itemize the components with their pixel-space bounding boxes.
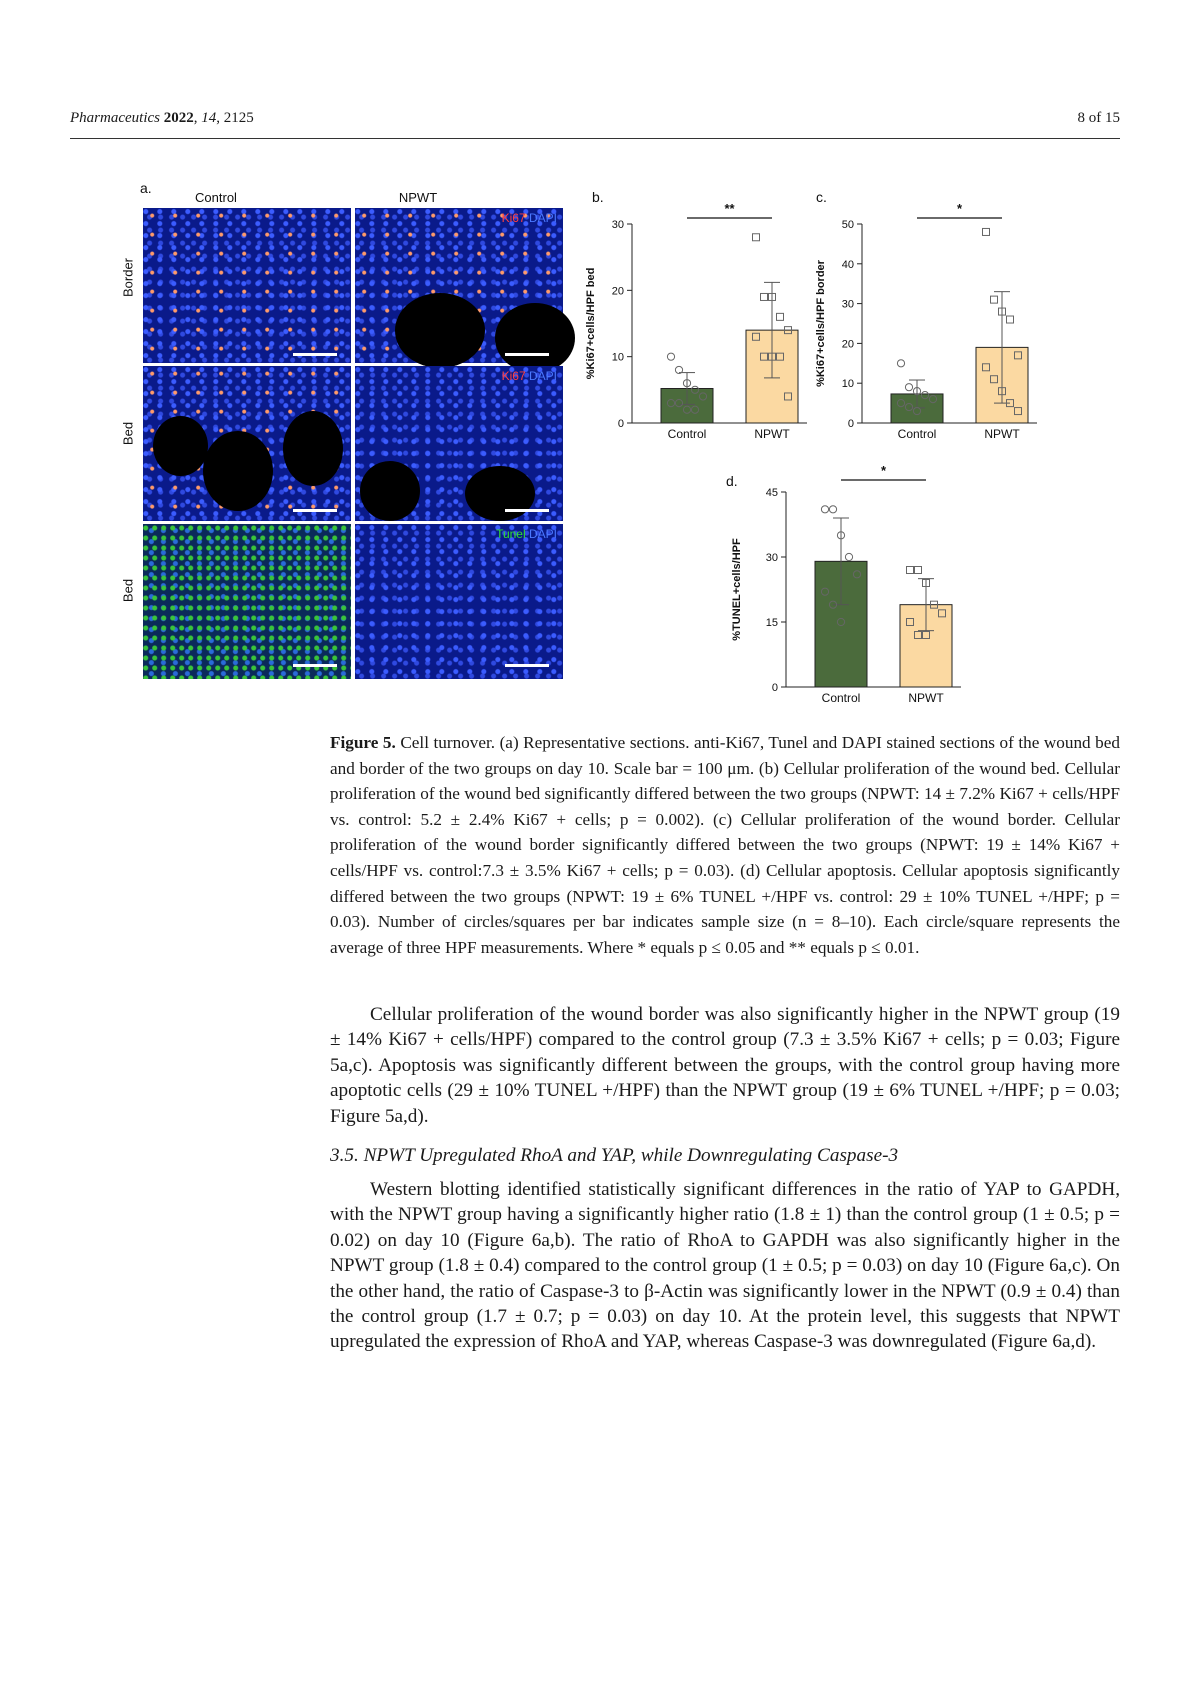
data-point-square bbox=[777, 313, 784, 320]
y-tick-label: 30 bbox=[611, 219, 624, 231]
paragraph-2 bbox=[330, 1177, 1120, 1355]
significance-marker: * bbox=[956, 201, 963, 216]
x-tick-label: Control bbox=[897, 427, 937, 441]
chart-d bbox=[726, 463, 976, 717]
micrograph-npwt-tunel bbox=[355, 524, 563, 679]
row-label-bed: Bed bbox=[120, 421, 136, 446]
scale-bar bbox=[293, 664, 337, 667]
chart-c-svg bbox=[812, 188, 1052, 448]
significance-marker: ** bbox=[724, 201, 735, 216]
micrograph-npwt-border bbox=[355, 208, 563, 363]
data-point-square bbox=[991, 296, 998, 303]
data-point-circle bbox=[821, 506, 828, 513]
data-point-circle bbox=[667, 353, 674, 360]
stain-label-ki67-dapi: Ki67 DAPI bbox=[501, 369, 557, 383]
scale-bar bbox=[293, 509, 337, 512]
micrograph-control-border bbox=[143, 208, 351, 363]
y-tick-label: 30 bbox=[841, 298, 854, 311]
y-tick-label: 50 bbox=[841, 219, 854, 231]
y-tick-label: 10 bbox=[611, 351, 624, 364]
y-tick-label: 0 bbox=[847, 418, 854, 430]
data-point-square bbox=[915, 567, 922, 574]
chart-d-svg bbox=[726, 463, 976, 712]
scale-bar bbox=[505, 509, 549, 512]
y-tick-label: 20 bbox=[611, 285, 624, 298]
data-point-circle bbox=[905, 384, 912, 391]
paragraph-1-text: Cellular proliferation of the wound border was also significantly higher in the NPWT group (19 ± 14% Ki67 + cells/HPF) compared to the control group (7.3 ± 3.5% Ki67 + cells; p = 0.03; Figure 5a,c). Apoptosis was significantly different between the groups, with the control group having more apoptotic cells (29 ± 10% TUNEL +/HPF) than the NPWT group (19 ± 6% TUNEL +/HPF; p = 0.03; Figure 5a,d). bbox=[330, 1004, 1120, 1127]
journal-citation: Pharmaceutics 2022, 14, 2125 bbox=[70, 110, 254, 126]
y-tick-label: 20 bbox=[841, 338, 854, 351]
y-tick-label: 30 bbox=[765, 552, 778, 564]
micrograph-control-bed bbox=[143, 366, 351, 521]
y-axis-label: %Ki67+cells/HPF border bbox=[815, 260, 827, 387]
y-tick-label: 15 bbox=[765, 617, 778, 629]
y-axis-label: %TUNEL+cells/HPF bbox=[731, 538, 743, 641]
stain-label-tunel-dapi: Tunel DAPI bbox=[496, 527, 557, 541]
x-tick-label: NPWT bbox=[754, 427, 790, 441]
y-axis-label: %Ki67+cells/HPF bed bbox=[585, 267, 597, 380]
stain-label-ki67-dapi: Ki67 DAPI bbox=[501, 211, 557, 225]
panel-label: b. bbox=[592, 189, 604, 205]
x-tick-label: Control bbox=[821, 691, 861, 705]
row-label-border: Border bbox=[120, 257, 136, 298]
micrograph-control-tunel bbox=[143, 524, 351, 679]
column-label-npwt: NPWT bbox=[398, 190, 438, 205]
caption-label: Figure 5. bbox=[330, 733, 396, 752]
data-point-square bbox=[753, 234, 760, 241]
chart-b-svg bbox=[582, 188, 822, 448]
figure-caption bbox=[330, 730, 1120, 960]
data-point-square bbox=[1007, 316, 1014, 323]
x-tick-label: NPWT bbox=[908, 691, 944, 705]
panel-label: d. bbox=[726, 473, 738, 489]
section-heading: 3.5. NPWT Upregulated RhoA and YAP, while Downregulating Caspase-3 bbox=[330, 1145, 899, 1166]
panel-label: c. bbox=[816, 189, 827, 205]
chart-c bbox=[812, 188, 1052, 453]
data-point-square bbox=[761, 293, 768, 300]
paragraph-1 bbox=[330, 1002, 1120, 1129]
data-point-square bbox=[907, 567, 914, 574]
paragraph-2-text: Western blotting identified statistically significant differences in the ratio of YAP to GAPDH, with the NPWT group having a significantly higher ratio (1.8 ± 1) than the control group (1 ± 0.5; p = 0.02) on day 10 (Figure 6a,b). The ratio of RhoA to GAPDH was also significantly higher in the NPWT group (1.8 ± 0.4) compared to the control group (1 ± 0.5; p = 0.03) on day 10 (Figure 6a,c). On the other hand, the ratio of Caspase-3 to β-Actin was significantly lower in the NPWT (0.9 ± 0.4) than the control group (1.7 ± 0.7; p = 0.03) on day 10. At the protein level, this suggests that NPWT upregulated the expression of RhoA and YAP, whereas Caspase-3 was downregulated (Figure 6a,d). bbox=[330, 1179, 1120, 1353]
y-tick-label: 0 bbox=[771, 682, 778, 694]
data-point-circle bbox=[829, 506, 836, 513]
x-tick-label: NPWT bbox=[984, 427, 1020, 441]
data-point-square bbox=[983, 228, 990, 235]
header-rule bbox=[70, 138, 1120, 139]
significance-marker: * bbox=[880, 463, 887, 478]
column-label-control: Control bbox=[195, 190, 237, 205]
row-label-bed-tunel: Bed bbox=[120, 578, 136, 603]
y-tick-label: 0 bbox=[617, 418, 624, 430]
scale-bar bbox=[505, 664, 549, 667]
scale-bar bbox=[505, 353, 549, 356]
page-header bbox=[70, 110, 1120, 132]
caption-text: Cell turnover. (a) Representative sections. anti-Ki67, Tunel and DAPI stained sections of the wound bed and border of the two groups on day 10. Scale bar = 100 μm. (b) Cellular proliferation of the wound bed. Cellular proliferation of the wound bed significantly differed between the two groups (NPWT: 14 ± 7.2% Ki67 + cells/HPF vs. control: 5.2 ± 2.4% Ki67 + cells; p = 0.002). (c) Cellular proliferation of the wound border. Cellular proliferation of the wound border significantly differed between the two groups (NPWT: 19 ± 14% Ki67 + cells/HPF vs. control:7.3 ± 3.5% Ki67 + cells; p = 0.03). (d) Cellular apoptosis. Cellular apoptosis significantly differed between the two groups (NPWT: 19 ± 6% TUNEL +/HPF vs. control: 29 ± 10% TUNEL +/HPF; p = 0.03). Number of circles/squares per bar indicates sample size (n = 8–10). Each circle/square represents the average of three HPF measurements. Where * equals p ≤ 0.05 and ** equals p ≤ 0.01. bbox=[330, 733, 1120, 957]
data-point-circle bbox=[845, 553, 852, 560]
data-point-circle bbox=[897, 360, 904, 367]
y-tick-label: 40 bbox=[841, 258, 854, 271]
page-number: 8 of 15 bbox=[1077, 110, 1120, 126]
micrograph-panel bbox=[120, 180, 578, 708]
y-tick-label: 45 bbox=[765, 487, 778, 499]
scale-bar bbox=[293, 353, 337, 356]
chart-b bbox=[582, 188, 822, 453]
x-tick-label: Control bbox=[667, 427, 707, 441]
panel-label-a: a. bbox=[140, 180, 152, 196]
y-tick-label: 10 bbox=[841, 378, 854, 391]
micrograph-npwt-bed bbox=[355, 366, 563, 521]
